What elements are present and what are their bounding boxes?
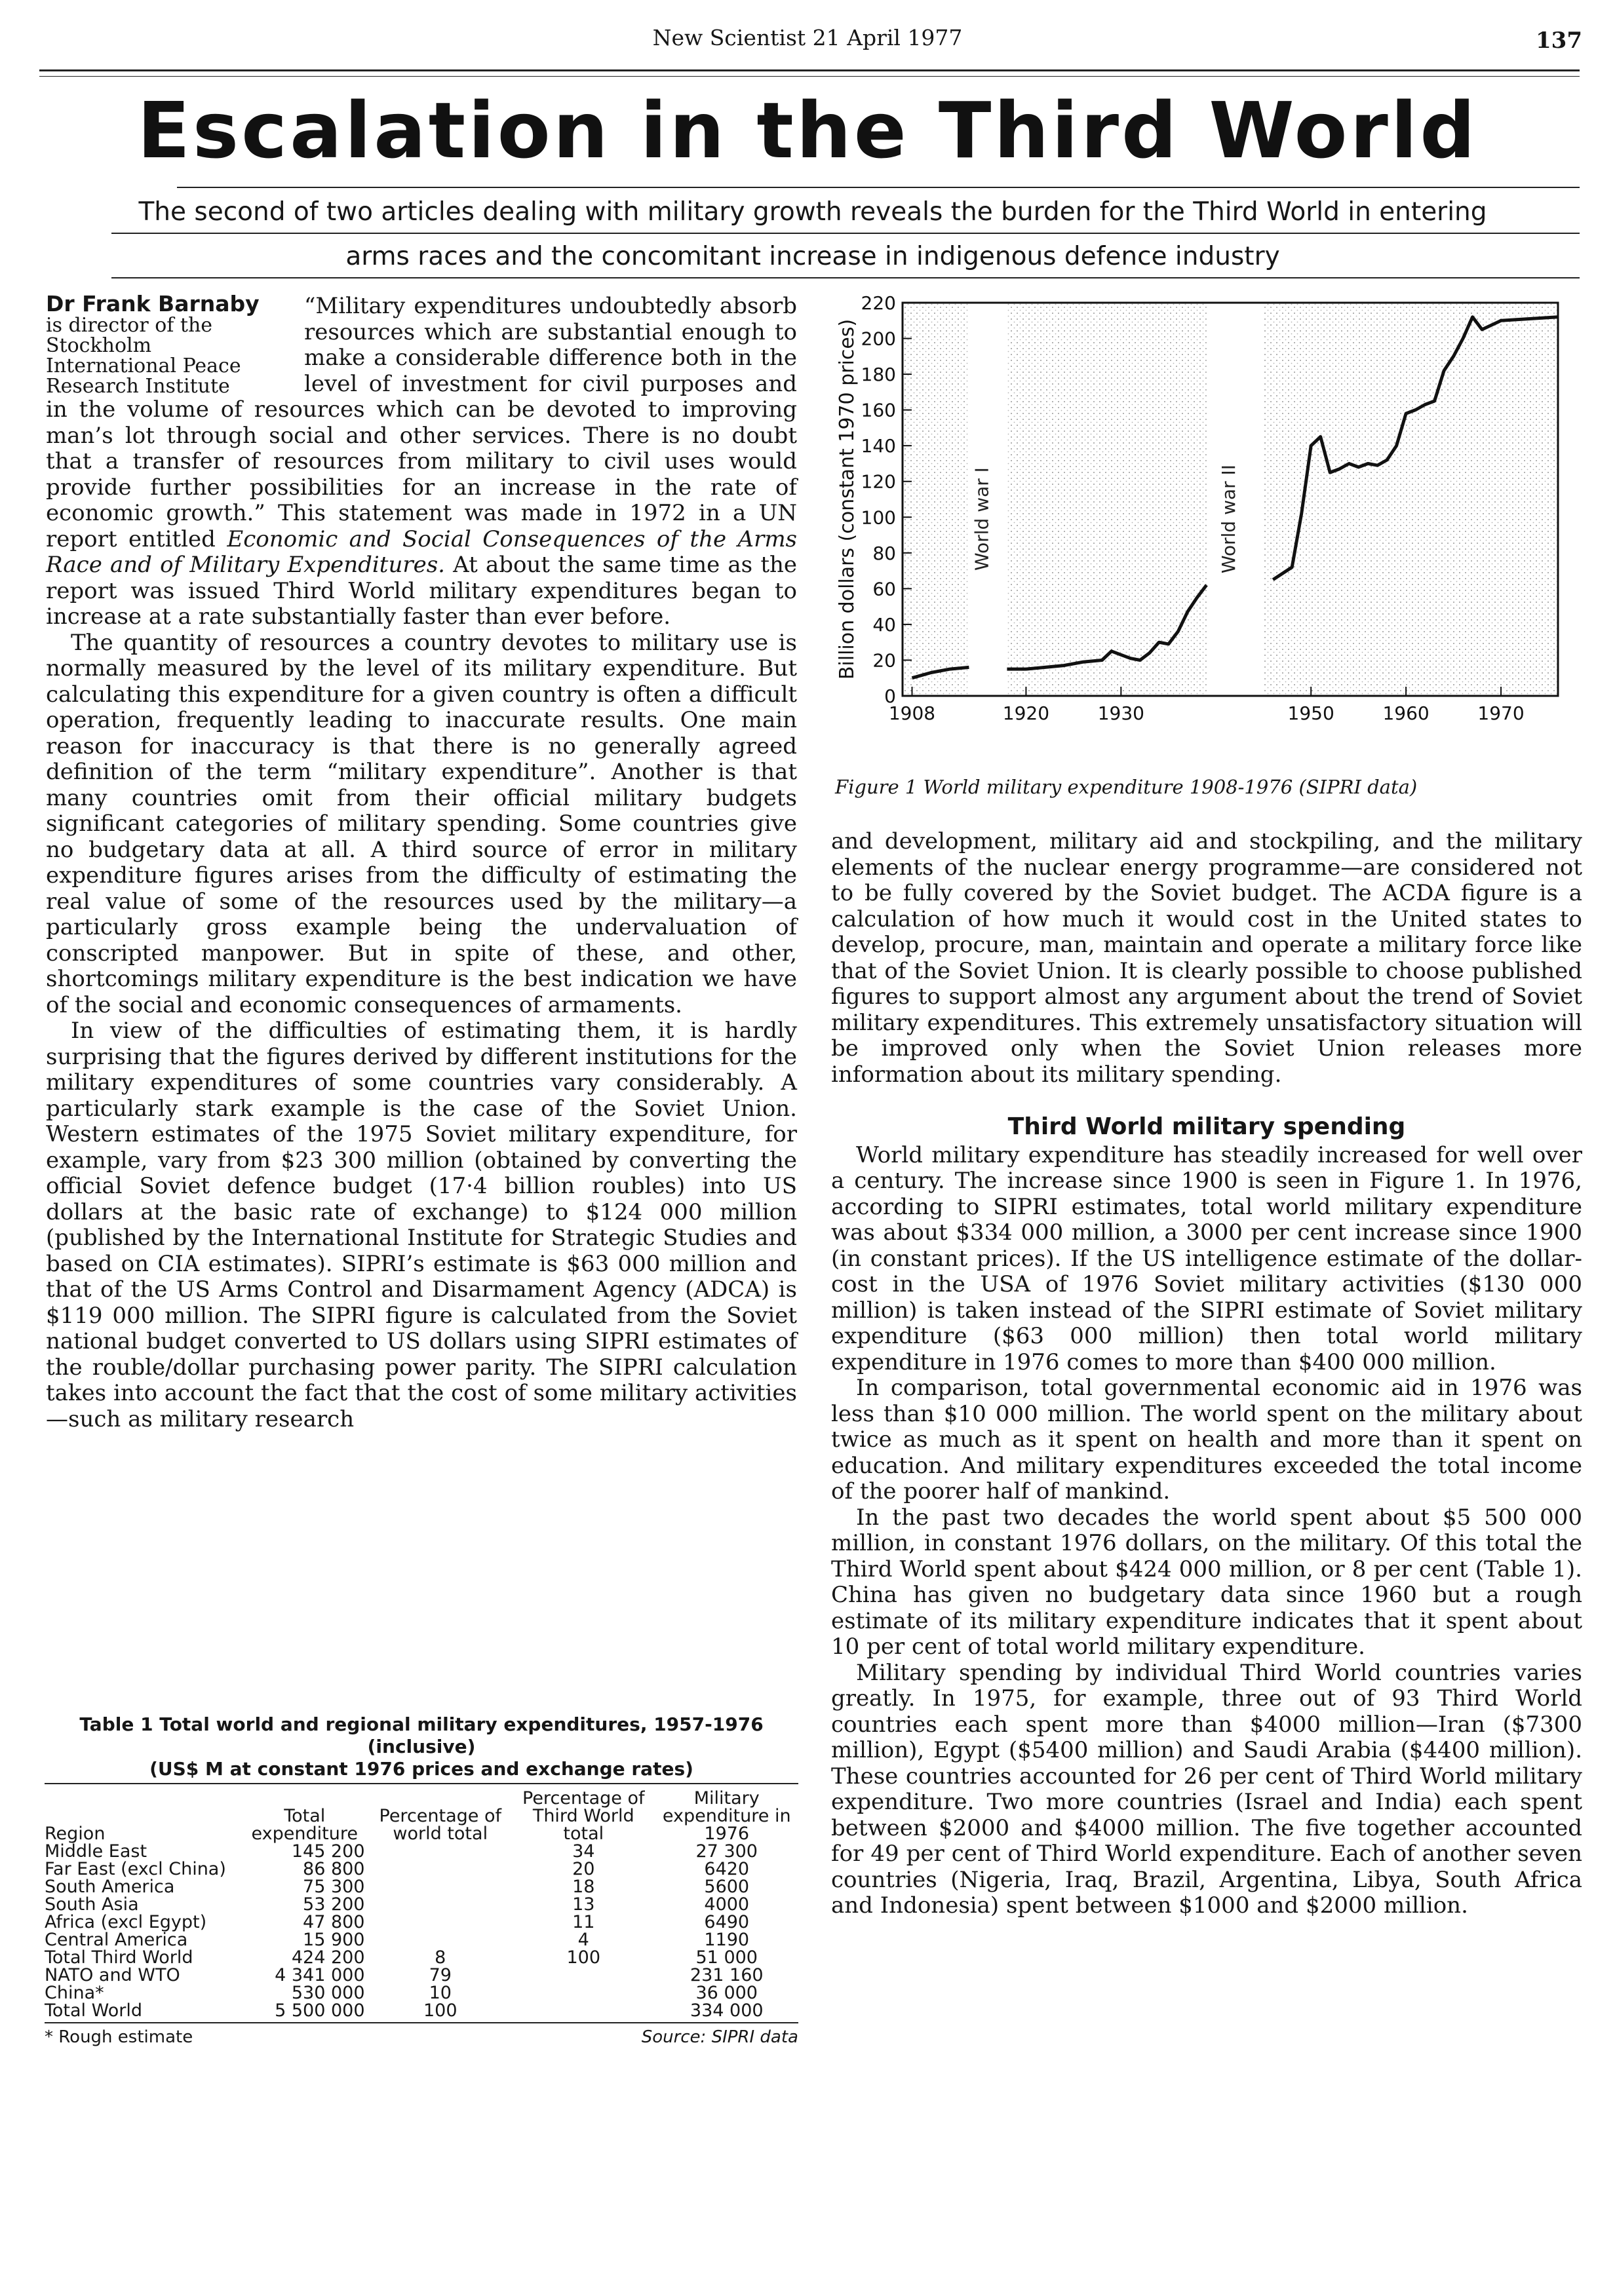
y-tick-label: 220 — [861, 292, 896, 314]
right-column — [831, 829, 1582, 1919]
table-cell: 4000 — [704, 1894, 750, 1915]
table-cell: 47 800 — [303, 1912, 365, 1932]
table-source: Source: SIPRI data — [641, 2027, 798, 2047]
table-cell: 1190 — [704, 1930, 750, 1950]
table-footer — [45, 2027, 798, 2047]
table-footnote: * Rough estimate — [45, 2027, 193, 2047]
figure-caption: Figure 1 World military expenditure 1908-1976 (SIPRI data) — [835, 776, 1418, 798]
column-header: Percentage of Third World total — [522, 1788, 645, 1844]
table-cell: 334 000 — [690, 2000, 764, 2021]
data-table — [45, 1789, 798, 2019]
y-tick-label: 180 — [861, 364, 896, 386]
column-header: Percentage of world total — [379, 1806, 501, 1844]
table-cell: 8 — [435, 1947, 446, 1968]
table-cell: 53 200 — [303, 1894, 365, 1915]
table-row — [45, 1949, 798, 1966]
table-row — [45, 2002, 798, 2019]
table-cell: South Asia — [45, 1894, 139, 1915]
table-cell: 6420 — [704, 1859, 750, 1879]
table-cell: South America — [45, 1877, 175, 1897]
paragraph: Military spending by individual Third World countries varies greatly. In 1975, for example, three out of 93 Third World countries each spent more than $4000 million—Iran ($7300 million), Egypt ($5400 million) and Saudi Arabia ($4400 million). These countries accounted for 26 per cent of Third World military expenditure. Two more countries (Israel and India) each spent between $2000 and $4000 million. The five together accounted for 49 per cent of Third World expenditure. Each of another seven countries (Nigeria, Iraq, Brazil, Argentina, Libya, South Africa and Indonesia) spent between $1000 and $2000 million. — [831, 1659, 1582, 1919]
table-cell: NATO and WTO — [45, 1965, 180, 1985]
header-rule-thin — [39, 76, 1580, 77]
y-tick-label: 140 — [861, 435, 896, 457]
table-cell: Africa (excl Egypt) — [45, 1912, 207, 1932]
table-cell: 5 500 000 — [275, 2000, 365, 2021]
table-row — [45, 1843, 798, 1860]
table-cell: 20 — [572, 1859, 595, 1879]
x-tick-label: 1950 — [1287, 702, 1334, 724]
table-cell: 11 — [572, 1912, 595, 1932]
y-tick-label: 40 — [872, 613, 896, 636]
table-cell: 10 — [429, 1983, 452, 2003]
table-cell: 51 000 — [695, 1947, 758, 1968]
table-title — [45, 1713, 798, 1780]
paragraph: and development, military aid and stockpiling, and the military elements of the nuclear energy programme—are considered not to be fully covered by the Soviet budget. The ACDA figure is a calculation of how much it would cost in the United states to develop, procure, man, maintain and operate a military force like that of the Soviet Union. It is clearly possible to choose published figures to support almost any argument about the trend of Soviet military expenditures. This extremely unsatisfactory situation will be improved only when the Soviet Union releases more information about its military spending. — [831, 828, 1582, 1088]
table-cell: Middle East — [45, 1841, 147, 1862]
page-title: Escalation in the Third World — [137, 85, 1478, 176]
table-cell — [369, 1896, 513, 1913]
paragraph: World military expenditure has steadily increased for well over a century. The increase since 1900 is seen in Figure 1. In 1976, according to SIPRI estimates, total world military expenditure was about $334 000 million, a 3000 per cent increase since 1900 (in constant prices). If the US intelligence estimate of the dollar-cost in the USA of 1976 Soviet military activities ($130 000 million) is taken instead of the SIPRI estimate of Soviet military expenditure ($63 000 million) then total world military expenditure in 1976 comes to more than $400 000 million. — [831, 1141, 1582, 1375]
table-cell: 5600 — [704, 1877, 750, 1897]
subtitle-rule — [111, 233, 1580, 234]
table-cell: Central America — [45, 1930, 188, 1950]
table-row — [45, 1984, 798, 2002]
table-cell: 86 800 — [303, 1859, 365, 1879]
table-rule — [45, 1783, 798, 1784]
table-body — [45, 1843, 798, 2019]
table-cell: 6490 — [704, 1912, 750, 1932]
report-title: Economic and Social Consequences of the Arms Race and of Military Expenditures. — [46, 526, 798, 578]
table-cell: 145 200 — [291, 1841, 365, 1862]
page-subtitle: The second of two articles dealing with military growth reveals the burden for the Third World in entering arms races and the concomitant increase in indigenous defence industry — [138, 197, 1487, 271]
section-heading: Third World military spending — [1007, 1113, 1406, 1140]
x-tick-label: 1960 — [1382, 702, 1430, 724]
column-header: Total expenditure — [251, 1806, 358, 1844]
table-cell: 100 — [566, 1947, 601, 1968]
table-cell: 231 160 — [690, 1965, 764, 1985]
table-cell — [512, 2002, 655, 2019]
column-header: Military expenditure in 1976 — [662, 1788, 791, 1844]
author-bio: is director of the Stockholm International Peace Research Institute — [46, 314, 241, 398]
x-tick-label: 1930 — [1097, 702, 1144, 724]
x-tick-label: 1970 — [1477, 702, 1525, 724]
subtitle-rule-bottom — [111, 277, 1580, 278]
table-cell: 13 — [572, 1894, 595, 1915]
author-name: Dr Frank Barnaby — [46, 291, 260, 316]
table-cell: 79 — [429, 1965, 452, 1985]
y-tick-label: 200 — [861, 328, 896, 350]
y-tick-label: 0 — [884, 685, 896, 707]
y-tick-label: 80 — [872, 542, 896, 564]
column-header: Region — [45, 1824, 106, 1844]
y-axis-label: Billion dollars (constant 1970 prices) — [836, 318, 859, 680]
table-cell: 4 — [577, 1930, 589, 1950]
table-cell: 4 341 000 — [275, 1965, 365, 1985]
table-cell: China* — [45, 1983, 104, 2003]
table-cell: 18 — [572, 1877, 595, 1897]
table-cell — [512, 1966, 655, 1984]
table-cell: 15 900 — [303, 1930, 365, 1950]
paragraph: The quantity of resources a country devotes to military use is normally measured by the level of its military expenditure. But calculating this expenditure for a given country is often a difficult operation, frequently leading to inaccurate results. One main reason for inaccuracy is that there is no generally agreed definition of the term “military expenditure”. Another is that many countries omit from their official military budgets significant categories of military spending. Some countries give no budgetary data at all. A third source of error in military expenditure figures arises from the difficulty of estimating the real value of some of the resources used by the military—a particularly gross example being the undervaluation of conscripted manpower. But in spite of these, and other, shortcomings military expenditure is the best indication we have of the social and economic consequences of armaments. — [46, 629, 797, 1018]
x-tick-label: 1920 — [1002, 702, 1050, 724]
table-row — [45, 1931, 798, 1949]
y-tick-label: 160 — [861, 399, 896, 421]
table-cell: 34 — [572, 1841, 595, 1862]
byline — [46, 291, 287, 398]
y-tick-label: 100 — [861, 507, 896, 529]
running-head: New Scientist 21 April 1977 — [652, 25, 963, 50]
table-row — [45, 1896, 798, 1913]
x-tick-label: 1908 — [888, 702, 936, 724]
paragraph: In comparison, total governmental economic aid in 1976 was less than $10 000 million. The world spent on the military about twice as much as it spent on health and more than it spent on education. And military expenditures exceeded the total income of the poorer half of mankind. — [831, 1375, 1582, 1504]
war-label: World war II — [1218, 464, 1240, 574]
table-1 — [45, 1713, 798, 2047]
paragraph-text: At about the same time as the report was issued Third World military expenditures began to increase at a rate substantially faster than ever before. — [46, 552, 797, 630]
table-row — [45, 1878, 798, 1896]
y-tick-label: 60 — [872, 578, 896, 600]
table-cell — [369, 1913, 513, 1931]
table-row — [45, 1966, 798, 1984]
header-rule — [39, 69, 1580, 71]
table-cell — [369, 1931, 513, 1949]
paragraph: In view of the difficulties of estimating them, it is hardly surprising that the figures derived by different institutions for the military expenditures of some countries vary considerably. A particularly stark example is the case of the Soviet Union. Western estimates of the 1975 Soviet military expenditure, for example, vary from $23 300 million (obtained by converting the official Soviet defence budget (17·4 billion roubles) into US dollars at the basic rate of exchange) to $124 000 million (published by the International Institute for Strategic Studies and based on CIA estimates). SIPRI’s estimate is $63 000 million and that of the US Arms Control and Disarmament Agency (ADCA) is $119 000 million. The SIPRI figure is calculated from the Soviet national budget converted to US dollars using SIPRI estimates of the rouble/dollar purchasing power parity. The SIPRI calculation takes into account the fact that the cost of some military activities—such as military research — [46, 1018, 797, 1432]
figure-1-chart — [827, 288, 1587, 773]
table-row — [45, 1913, 798, 1931]
table-cell — [369, 1878, 513, 1896]
table-header-row — [45, 1789, 798, 1843]
table-rule-bottom — [45, 2022, 798, 2023]
title-rule — [177, 187, 1580, 188]
table-cell: 424 200 — [291, 1947, 365, 1968]
war-label: World war I — [971, 467, 993, 571]
table-subtitle: (US$ M at constant 1976 prices and exchange rates) — [149, 1758, 693, 1780]
table-cell: Total Third World — [45, 1947, 193, 1968]
y-tick-label: 120 — [861, 470, 896, 493]
page-number: 137 — [1536, 28, 1582, 54]
table-cell — [369, 1843, 513, 1860]
table-cell — [512, 1984, 655, 2002]
table-cell: Total World — [45, 2000, 143, 2021]
table-cell: 100 — [423, 2000, 457, 2021]
table-cell: 75 300 — [303, 1877, 365, 1897]
y-tick-label: 20 — [872, 649, 896, 672]
paragraph-text: “Military expenditures undoubtedly absorb resources which are substantial enough to make a considerable difference both in the level of investment for civil purposes and in the volume of resources which can be devoted to improving man’s lot through social and other services. There is no doubt that a transfer of resources from military to civil uses would provide further possibilities for an increase in the rate of economic growth.” This statement was made in 1972 in a UN report entitled — [46, 293, 797, 552]
running-header — [0, 25, 1615, 64]
table-row — [45, 1860, 798, 1878]
table-cell: 530 000 — [291, 1983, 365, 2003]
paragraph: In the past two decades the world spent about $5 500 000 million, in constant 1976 dollars, on the military. Of this total the Third World spent about $424 000 million, or 8 per cent (Table 1). China has given no budgetary data since 1960 but a rough estimate of its military expenditure indicates that it spent about 10 per cent of total world military expenditure. — [831, 1504, 1582, 1660]
table-cell — [369, 1860, 513, 1878]
table-cell: 27 300 — [695, 1841, 758, 1862]
table-cell: 36 000 — [695, 1983, 758, 2003]
table-cell: Far East (excl China) — [45, 1859, 226, 1879]
left-column — [46, 291, 798, 1432]
table-title-line: Table 1 Total world and regional military expenditures, 1957-1976 (inclusive) — [79, 1713, 764, 1757]
